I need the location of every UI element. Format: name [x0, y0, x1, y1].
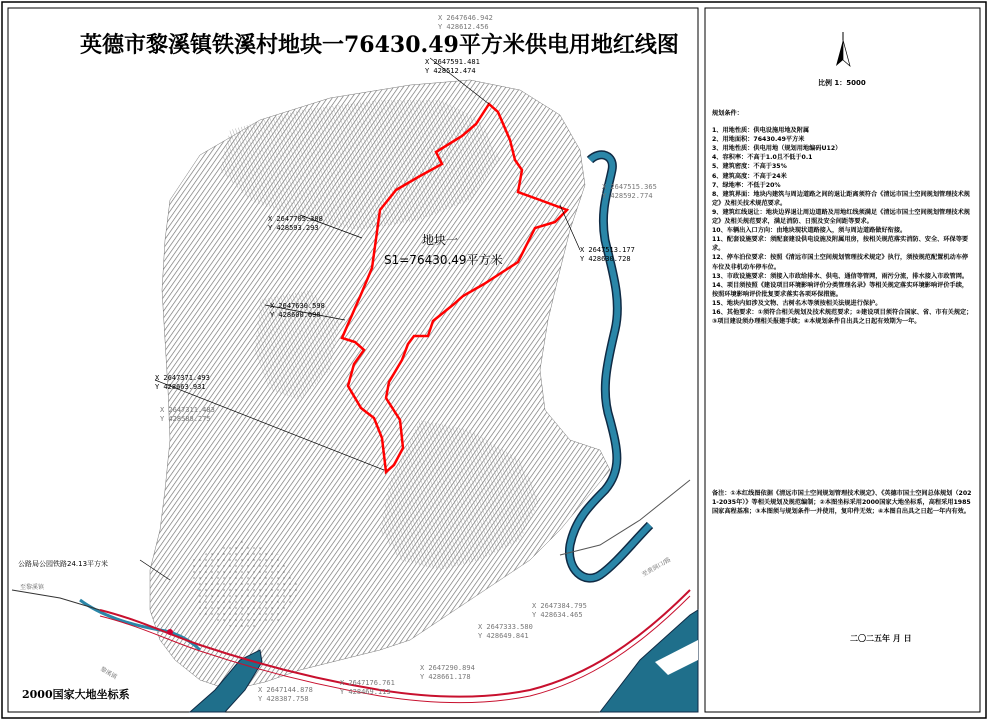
note-item: 10、车辆出入口方向：由地块现状道路接入，须与周边道路做好衔接。 — [712, 227, 907, 235]
notes-title: 规划条件： — [712, 110, 743, 117]
note-item: 9、建筑红线退让：地块边界退让周边道路及用地红线须满足《清远市国土空间规划管理技术规定》及相关规范要求，满足消防、日照及安全间距等要求。 — [712, 208, 970, 226]
note-item: 1、用地性质：供电设施用地及附属 — [712, 127, 810, 135]
planning-notes — [712, 109, 974, 326]
coord-label: X 2647646.942 Y 428612.456 — [438, 14, 493, 31]
coordinate-system: 2000国家大地坐标系 — [22, 688, 130, 701]
coord-label: X 2647630.598 Y 428600.090 — [270, 302, 325, 319]
parcel-label — [384, 230, 503, 270]
note-item: 8、建筑界面：地块内建筑与周边道路之间的退让距离须符合《清远市国土空间规划管理技术规定》及相关技术规范要求。 — [712, 190, 970, 207]
note-item: 7、绿地率：不低于20% — [712, 181, 781, 189]
coord-label: X 2647371.493 Y 428663.931 — [155, 374, 210, 391]
road-note: 公路局公园铁路24.13平方米 — [18, 560, 109, 568]
road-label: 至黎溪镇 — [20, 584, 45, 591]
coord-label: X 2647333.580 Y 428649.841 — [478, 623, 533, 640]
note-item: 12、停车泊位要求：按照《清远市国土空间规划管理技术规定》执行，须按规范配置机动车停车位及非机动车停车位。 — [712, 254, 969, 271]
coord-label: X 2647384.795 Y 428634.465 — [532, 602, 587, 619]
coord-label: X 2647513.177 Y 428630.728 — [580, 246, 635, 263]
note-item: 16、其他要求：①须符合相关规划及技术规范要求；②建设项目须符合国家、省、市有关规定；③项目建设须办理相关报建手续；④本规划条件自出具之日起有效期为一年。 — [712, 308, 973, 326]
note-item: 3、用地性质：供电用地（规划用地编码U12） — [712, 145, 842, 153]
coord-label: X 2647591.481 Y 428512.474 — [425, 58, 480, 75]
note-item: 2、用地面积：76430.49平方米 — [712, 136, 805, 144]
road-left — [12, 590, 100, 610]
scale-label: 比例 1：5000 — [818, 79, 866, 87]
coord-label: X 2647515.365 Y 428592.774 — [602, 183, 657, 200]
note-item: 14、项目须按照《建设项目环境影响评价分类管理名录》等相关规定落实环境影响评价手续，按照环境影响评价批复要求落实各项环保措施。 — [712, 281, 969, 298]
date-label: 二〇二五年 月 日 — [850, 634, 912, 643]
note-item: 5、建筑密度：不高于35% — [712, 163, 787, 171]
note-item: 13、市政设施要求：须接入市政给排水、供电、通信等管网，雨污分流，排水接入市政管网。 — [712, 272, 969, 280]
parcel-area: S1=76430.49平方米 — [384, 253, 503, 267]
coord-label: X 2647705.308 Y 428593.293 — [268, 215, 323, 232]
coord-label: X 2647176.761 Y 428469.113 — [340, 679, 395, 696]
road-marker — [167, 629, 173, 635]
coord-label: X 2647144.878 Y 428387.758 — [258, 686, 313, 703]
remarks: 备注：①本红线图依据《清远市国土空间规划管理技术规定》、《英德市国土空间总体规划（2021-2035年）》等相关规划及规范编制；②本图坐标采用2000国家大地坐标系，高程采用1985国家高程基准；③本图须与规划条件一并使用，复印件无效；④本图自出具之日起一年内有效。 — [712, 490, 972, 516]
north-arrow-icon — [836, 32, 850, 66]
note-item: 4、容积率：不高于1.0且不低于0.1 — [712, 154, 813, 162]
coord-label: X 2647290.894 Y 428661.178 — [420, 664, 475, 681]
coord-label: X 2647311.483 Y 428588.275 — [160, 406, 215, 423]
map-title: 英德市黎溪镇铁溪村地块一76430.49平方米供电用地红线图 — [80, 32, 679, 58]
note-item: 6、建筑高度：不高于24米 — [712, 172, 787, 180]
note-item: 11、配套设施要求：须配套建设供电设施及附属用房，按相关规范落实消防、安全、环保等要求。 — [712, 236, 969, 253]
road-label: 黎溪镇 — [98, 665, 119, 681]
note-item: 15、地块内如涉及文物、古树名木等须按相关法规进行保护。 — [712, 299, 882, 307]
parcel-name: 地块一 — [422, 233, 459, 247]
road-label: 至黄洞口/路 — [640, 556, 673, 579]
